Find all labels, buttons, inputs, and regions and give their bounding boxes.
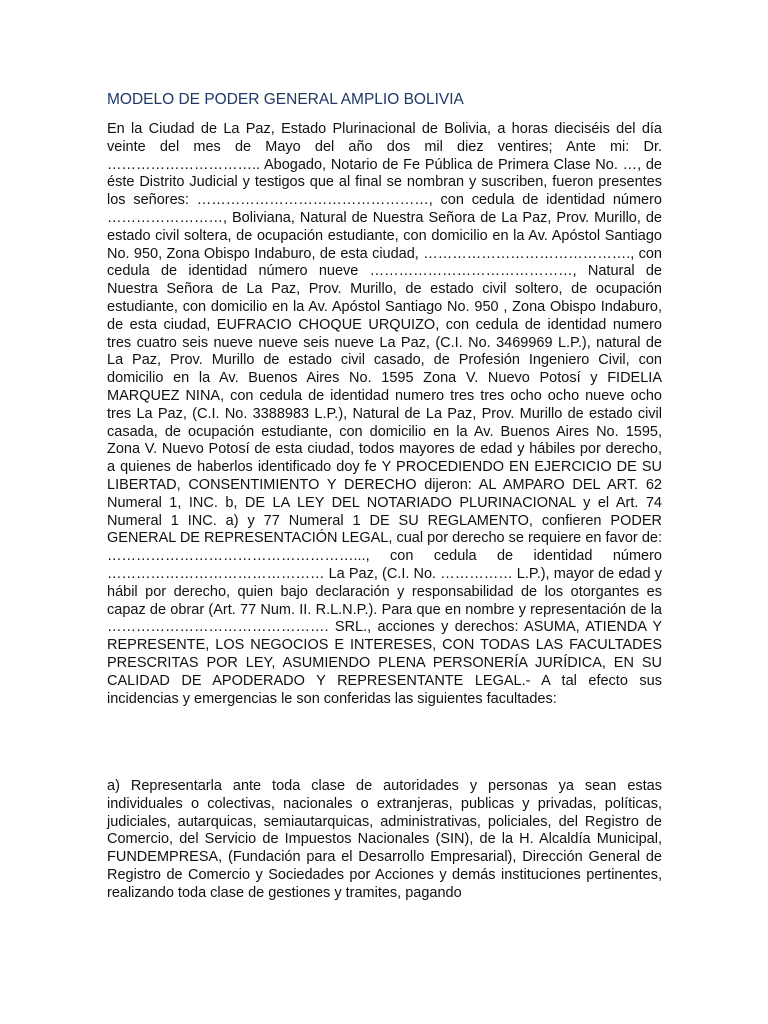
document-title: MODELO DE PODER GENERAL AMPLIO BOLIVIA — [107, 91, 464, 108]
paragraph-faculty-a: a) Representarla ante toda clase de autoridades y personas ya sean estas individuales o colectivas, nacionales o extranjeras, publicas y privadas, políticas, judiciales, autarquicas, semiautarquicas, administrativas, policiales, del Registro de Comercio, del Servicio de Impuestos Nacionales (SIN), de la H. Alcaldía Municipal, FUNDEMPRESA, (Fundación para el Desarrollo Empresarial), Dirección General de Registro de Comercio y Sociedades por Acciones y demás instituciones pertinentes, realizando toda clase de gestiones y tramites, pagando — [107, 778, 662, 901]
paragraph-intro: En la Ciudad de La Paz, Estado Plurinacional de Bolivia, a horas dieciséis del día veinte del mes de Mayo del año dos mil diez ventires; Ante mi: Dr. ………………………….. Abogado, Notario de Fe Pública de Primera Clase No. …, de éste Distrito Judicial y testigos que al final se nombran y suscriben, fueron presentes los señores: …………………………………………, con cedula de identidad número ……………………, Boliviana, Natural de Nuestra Señora de La Paz, Prov. Murillo, de estado civil soltera, de ocupación estudiante, con domicilio en la Av. Apóstol Santiago No. 950, Zona Obispo Indaburo, de esta ciudad, ……………………………………., con cedula de identidad número nueve ……………………………………, Natural de Nuestra Señora de La Paz, Prov. Murillo, de estado civil soltero, de ocupación estudiante, con domicilio en la Av. Apóstol Santiago No. 950 , Zona Obispo Indaburo, de esta ciudad, EUFRACIO CHOQUE URQUIZO, con cedula de identidad numero tres cuatro seis nueve nueve seis nueve La Paz, (C.I. No. 3469969 L.P.), natural de La Paz, Prov. Murillo de estado civil casado, de Profesión Ingeniero Civil, con domicilio en la Av. Buenos Aires No. 1595 Zona V. Nuevo Potosí y FIDELIA MARQUEZ NINA, con cedula de identidad numero tres tres ocho ocho nueve ocho tres La Paz, (C.I. No. 3388983 L.P.), Natural de La Paz, Prov. Murillo de estado civil casada, de ocupación estudiante, con domicilio en la Av. Buenos Aires No. 1595, Zona V. Nuevo Potosí de esta ciudad, todos mayores de edad y hábiles por derecho, a quienes de haberlos identificado doy fe Y PROCEDIENDO EN EJERCICIO DE SU LIBERTAD, CONSENTIMIENTO Y DERECHO dijeron: AL AMPARO DEL ART. 62 Numeral 1, INC. b, DE LA LEY DEL NOTARIADO PLURINACIONAL y el Art. 74 Numeral 1 INC. a) y 77 Numeral 1 DE SU REGLAMENTO, confieren PODER GENERAL DE REPRESENTACIÓN LEGAL, cual por derecho se requiere en favor de: ……………………………………………..., con cedula de identidad número ……………………………………… La Paz, (C.I. No. …………… L.P.), mayor de edad y hábil por derecho, quien bajo declaración y responsabilidad de los otorgantes es capaz de obrar (Art. 77 Num. II. R.L.N.P.). Para que en nombre y representación de la ………………………………………. SRL., acciones y derechos: ASUMA, ATIENDA Y REPRESENTE, LOS NEGOCIOS E INTERESES, CON TODAS LAS FACULTADES PRESCRITAS POR LEY, ASUMIENDO PLENA PERSONERÍA JURÍDICA, EN SU CALIDAD DE APODERADO Y REPRESENTANTE LEGAL.- A tal efecto sus incidencias y emergencias le son conferidas las siguientes facultades: — [107, 121, 662, 707]
